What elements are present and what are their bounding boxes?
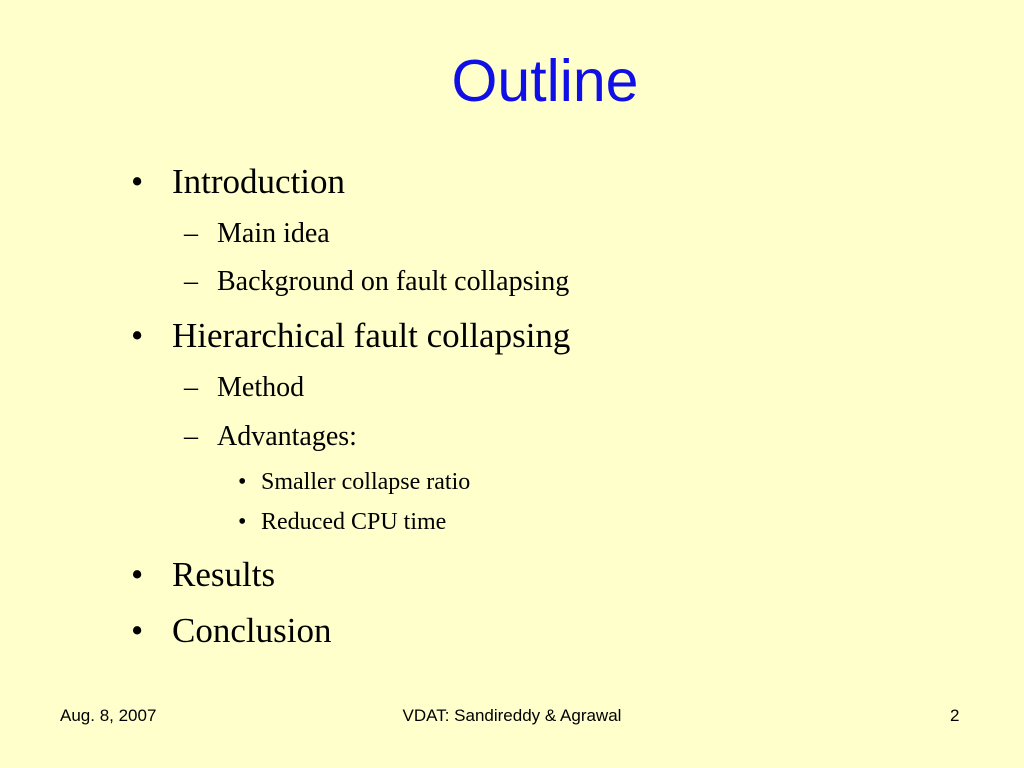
bullet-text: Smaller collapse ratio — [261, 469, 471, 495]
bullet-marker: • — [238, 469, 247, 495]
bullet-marker: • — [131, 555, 144, 594]
bullet-hierarchical-fault-collapsing — [131, 316, 571, 355]
sub-bullet-method — [184, 372, 305, 403]
bullet-text: Advantages: — [217, 421, 357, 452]
footer-page-number: 2 — [950, 706, 960, 725]
bullet-text: Main idea — [217, 218, 330, 249]
sub-bullet-main-idea — [184, 218, 330, 249]
bullet-text: Method — [217, 372, 305, 403]
bullet-text: Introduction — [172, 162, 346, 201]
bullet-text: Hierarchical fault collapsing — [172, 316, 571, 355]
dash-marker: – — [184, 421, 198, 452]
sub-bullet-background — [184, 266, 570, 297]
sub-sub-bullet-reduced-cpu-time — [238, 509, 447, 535]
bullet-marker: • — [131, 611, 144, 650]
bullet-text: Background on fault collapsing — [217, 266, 570, 297]
dash-marker: – — [184, 266, 198, 297]
footer-date: Aug. 8, 2007 — [60, 706, 157, 725]
bullet-marker: • — [238, 509, 247, 535]
bullet-conclusion — [131, 611, 332, 650]
dash-marker: – — [184, 218, 198, 249]
dash-marker: – — [184, 372, 198, 403]
bullet-marker: • — [131, 316, 144, 355]
bullet-text: Conclusion — [172, 611, 332, 650]
bullet-introduction — [131, 162, 346, 201]
footer-title: VDAT: Sandireddy & Agrawal — [402, 706, 622, 725]
slide-title: Outline — [451, 48, 639, 114]
sub-sub-bullet-smaller-collapse-ratio — [238, 469, 471, 495]
sub-bullet-advantages — [184, 421, 357, 452]
bullet-marker: • — [131, 162, 144, 201]
bullet-text: Results — [172, 555, 276, 594]
bullet-text: Reduced CPU time — [261, 509, 447, 535]
bullet-results — [131, 555, 276, 594]
